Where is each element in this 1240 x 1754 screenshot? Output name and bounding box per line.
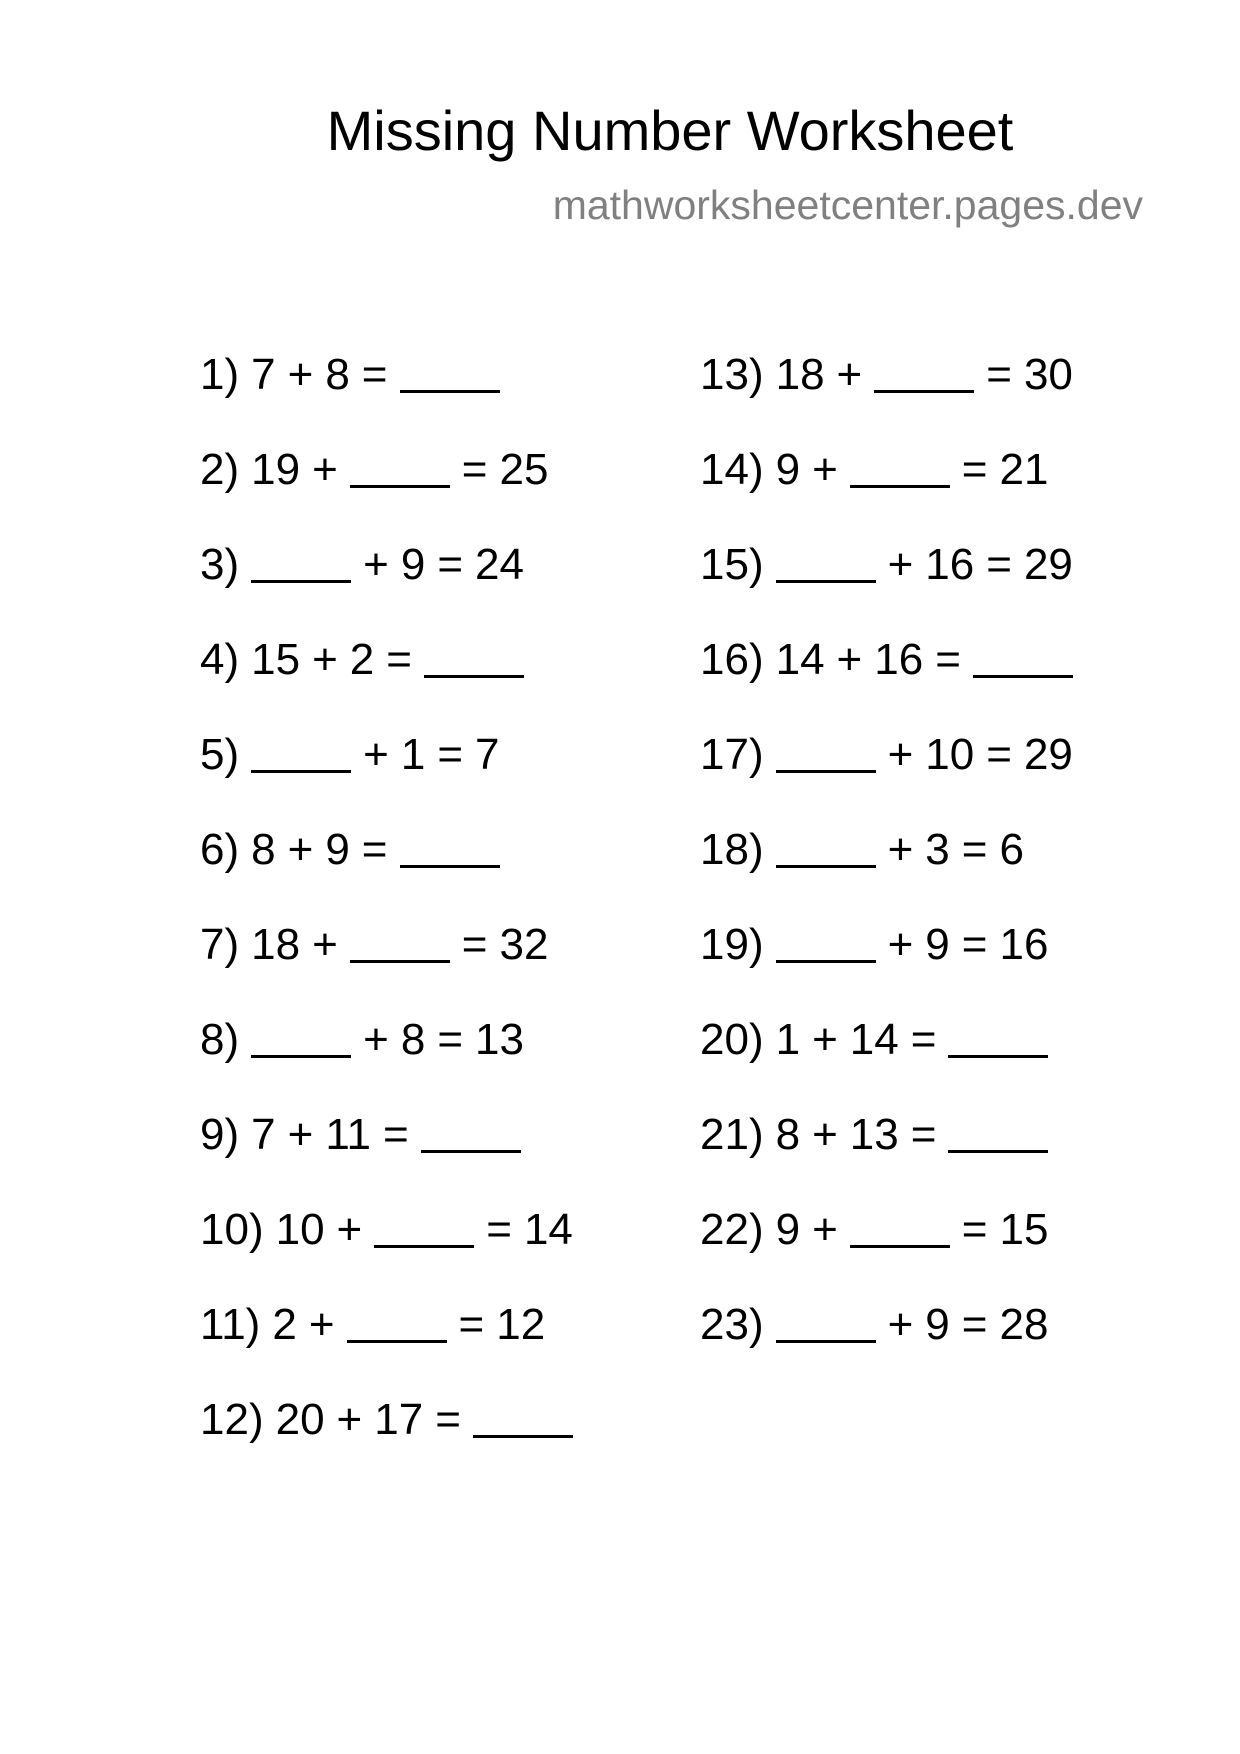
problem-item [200,535,585,630]
equals-sign: = [461,445,488,494]
problem-number: 14) [700,445,764,494]
operand: 2 [272,1300,297,1349]
answer-blank[interactable] [776,960,876,963]
operand: 9 [925,1300,950,1349]
equals-sign: = [910,1110,937,1159]
problem-item [700,1010,1085,1105]
problem-item [700,1295,1085,1390]
problem-item [700,820,1085,915]
operand: 12 [496,1300,546,1349]
operand: 21 [999,445,1049,494]
answer-blank[interactable] [350,485,450,488]
answer-blank[interactable] [776,580,876,583]
problem-number: 22) [700,1205,764,1254]
problem-number: 10) [200,1205,264,1254]
problem-item [700,345,1085,440]
plus-sign: + [812,1015,838,1064]
operand: 7 [251,1110,276,1159]
operand: 29 [1023,540,1073,589]
problem-number: 21) [700,1110,764,1159]
problem-item [200,1200,585,1295]
operand: 9 [400,540,426,589]
problem-number: 6) [200,825,240,874]
problem-number: 12) [200,1395,264,1444]
problem-column-left [200,345,585,1485]
plus-sign: + [312,445,338,494]
operand: 8 [400,1015,426,1064]
answer-blank[interactable] [251,580,351,583]
equals-sign: = [386,635,412,684]
plus-sign: + [812,1205,838,1254]
operand: 11 [325,1110,371,1159]
operand: 9 [925,920,950,969]
equals-sign: = [961,1300,988,1349]
problem-item [700,1200,1085,1295]
plus-sign: + [812,445,838,494]
equals-sign: = [961,445,988,494]
equals-sign: = [986,730,1012,779]
answer-blank[interactable] [874,390,974,393]
equals-sign: = [961,825,988,874]
equals-sign: = [461,920,488,969]
problem-number: 18) [700,825,764,874]
operand: 18 [775,350,825,399]
answer-blank[interactable] [776,865,876,868]
problem-number: 4) [200,635,240,684]
problem-item [700,915,1085,1010]
equals-sign: = [437,1015,464,1064]
problem-number: 7) [200,920,240,969]
plus-sign: + [887,1300,914,1349]
operand: 9 [775,1205,801,1254]
operand: 14 [775,635,825,684]
operand: 8 [775,1110,801,1159]
problem-item [200,820,585,915]
problem-item [200,1105,585,1200]
operand: 24 [475,540,524,589]
plus-sign: + [812,1110,838,1159]
equals-sign: = [986,540,1012,589]
operand: 32 [499,920,549,969]
answer-blank[interactable] [948,1055,1048,1058]
operand: 9 [775,445,801,494]
equals-sign: = [383,1110,409,1159]
operand: 7 [475,730,500,779]
problem-item [700,630,1085,725]
plus-sign: + [887,540,914,589]
source-url: mathworksheetcenter.pages.dev [552,182,1143,228]
equals-sign: = [361,350,388,399]
operand: 16 [925,540,975,589]
plus-sign: + [287,350,314,399]
plus-sign: + [312,920,338,969]
problem-number: 13) [700,350,764,399]
answer-blank[interactable] [251,770,351,773]
problem-number: 16) [700,635,764,684]
answer-blank[interactable] [251,1055,351,1058]
operand: 18 [251,920,301,969]
plus-sign: + [287,1110,314,1159]
operand: 1 [775,1015,801,1064]
equals-sign: = [458,1300,485,1349]
answer-blank[interactable] [473,1435,573,1438]
problem-number: 11) [200,1300,261,1349]
plus-sign: + [312,635,338,684]
operand: 1 [400,730,426,779]
problem-number: 2) [200,445,240,494]
operand: 8 [325,350,350,399]
answer-blank[interactable] [850,1245,950,1248]
plus-sign: + [836,635,863,684]
problem-item [200,1295,585,1390]
equals-sign: = [361,825,388,874]
plus-sign: + [836,350,863,399]
problem-number: 8) [200,1015,240,1064]
answer-blank[interactable] [424,675,524,678]
operand: 16 [874,635,924,684]
operand: 25 [499,445,549,494]
problem-number: 1) [200,350,240,399]
equals-sign: = [486,1205,512,1254]
operand: 29 [1023,730,1073,779]
problem-item [200,440,585,535]
operand: 30 [1023,350,1073,399]
operand: 10 [925,730,975,779]
answer-blank[interactable] [350,960,450,963]
problem-number: 9) [200,1110,240,1159]
operand: 3 [925,825,950,874]
plus-sign: + [363,1015,389,1064]
equals-sign: = [435,1395,461,1444]
problem-item [200,630,585,725]
operand: 6 [999,825,1024,874]
problem-number: 23) [700,1300,764,1349]
operand: 14 [523,1205,573,1254]
operand: 15 [251,635,301,684]
problem-number: 17) [700,730,764,779]
operand: 2 [349,635,375,684]
answer-blank[interactable] [948,1150,1048,1153]
problem-item [700,1105,1085,1200]
answer-blank[interactable] [421,1150,521,1153]
operand: 17 [374,1395,424,1444]
plus-sign: + [887,730,914,779]
problem-item [200,725,585,820]
problem-number: 15) [700,540,764,589]
equals-sign: = [437,540,464,589]
problem-column-right [700,345,1085,1390]
problem-item [200,1010,585,1105]
plus-sign: + [336,1205,363,1254]
operand: 8 [251,825,276,874]
operand: 10 [275,1205,325,1254]
problem-item [200,345,585,440]
problem-item [200,1390,585,1485]
operand: 15 [999,1205,1049,1254]
problem-number: 3) [200,540,240,589]
problem-number: 19) [700,920,764,969]
operand: 14 [849,1015,899,1064]
operand: 7 [251,350,276,399]
problem-item [700,535,1085,630]
answer-blank[interactable] [347,1340,447,1343]
answer-blank[interactable] [400,390,500,393]
problem-number: 20) [700,1015,764,1064]
problem-item [700,440,1085,535]
answer-blank[interactable] [850,485,950,488]
equals-sign: = [437,730,464,779]
problem-item [200,915,585,1010]
plus-sign: + [308,1300,335,1349]
plus-sign: + [363,730,389,779]
equals-sign: = [961,1205,988,1254]
operand: 13 [849,1110,899,1159]
plus-sign: + [287,825,314,874]
equals-sign: = [910,1015,937,1064]
problem-number: 5) [200,730,240,779]
answer-blank[interactable] [973,675,1073,678]
operand: 28 [999,1300,1049,1349]
equals-sign: = [986,350,1012,399]
equals-sign: = [935,635,961,684]
answer-blank[interactable] [374,1245,474,1248]
answer-blank[interactable] [400,865,500,868]
operand: 19 [251,445,301,494]
answer-blank[interactable] [776,770,876,773]
plus-sign: + [887,920,914,969]
equals-sign: = [961,920,988,969]
plus-sign: + [336,1395,363,1444]
worksheet-title: Missing Number Worksheet [326,99,1014,162]
plus-sign: + [887,825,914,874]
operand: 20 [275,1395,325,1444]
operand: 16 [999,920,1049,969]
operand: 9 [325,825,350,874]
problem-item [700,725,1085,820]
answer-blank[interactable] [776,1340,876,1343]
operand: 13 [475,1015,524,1064]
plus-sign: + [363,540,389,589]
